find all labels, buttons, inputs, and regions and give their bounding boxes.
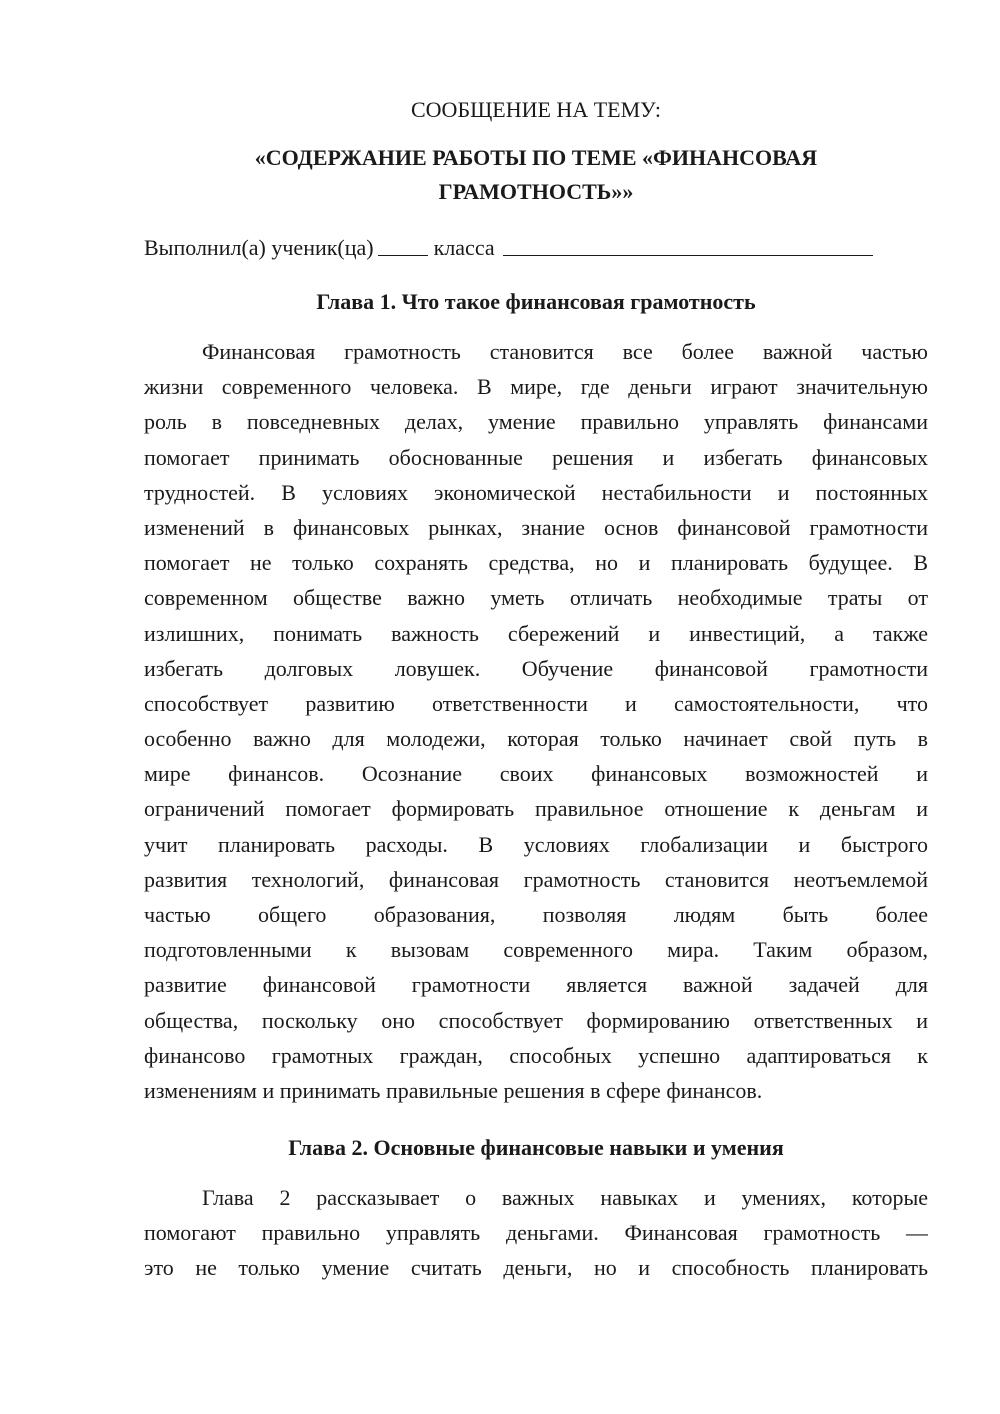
paragraph-line: изменениям и принимать правильные решения в сфере финансов. <box>144 1077 763 1103</box>
class-number-blank <box>378 233 428 256</box>
paragraph-line: развития технологий, финансовая грамотность становится неотъемлемой <box>144 866 928 892</box>
paragraph-line: развитие финансовой грамотности является важной задачей для <box>144 972 928 998</box>
paragraph-line: мире финансов. Осознание своих финансовых возможностей и <box>144 761 928 787</box>
paragraph-line: финансово грамотных граждан, способных успешно адаптироваться к <box>144 1042 928 1068</box>
document-title-line-1: «СОДЕРЖАНИЕ РАБОТЫ ПО ТЕМЕ «ФИНАНСОВАЯ <box>254 145 818 170</box>
paragraph-line: частью общего образования, позволяя людям быть более <box>144 902 928 927</box>
paragraph-line: ограничений помогает формировать правильное отношение к деньгам и <box>144 796 928 822</box>
chapter-1-heading: Глава 1. Что такое финансовая грамотность <box>316 289 756 314</box>
document-title-line-2: ГРАМОТНОСТЬ»» <box>438 179 634 204</box>
paragraph-line: учит планировать расходы. В условиях глобализации и быстрого <box>144 831 928 857</box>
chapter-2-paragraph <box>144 1180 928 1286</box>
paragraph-line: подготовленными к вызовам современного мира. Таким образом, <box>144 937 928 963</box>
paragraph-line: способствует развитию ответственности и самостоятельности, что <box>144 690 928 716</box>
author-row <box>144 232 928 262</box>
paragraph-line: трудностей. В условиях экономической нестабильности и постоянных <box>144 479 928 505</box>
paragraph-line: особенно важно для молодежи, которая только начинает свой путь в <box>144 726 928 752</box>
paragraph-line: излишних, понимать важность сбережений и инвестиций, а также <box>144 620 928 646</box>
paragraph-line: изменений в финансовых рынках, знание основ финансовой грамотности <box>144 514 928 540</box>
class-label: класса <box>433 235 495 260</box>
paragraph-line: избегать долговых ловушек. Обучение финансовой грамотности <box>144 655 928 681</box>
paragraph-line: Финансовая грамотность становится все более важной частью <box>202 339 928 364</box>
chapter-2-heading: Глава 2. Основные финансовые навыки и умения <box>288 1135 784 1160</box>
paragraph-line: это не только умение считать деньги, но и способность планировать <box>144 1255 928 1281</box>
paragraph-line: общества, поскольку оно способствует формированию ответственных и <box>144 1007 928 1033</box>
paragraph-line: роль в повседневных делах, умение правильно управлять финансами <box>144 409 928 435</box>
paragraph-line: жизни современного человека. В мире, где деньги играют значительную <box>144 374 928 400</box>
paragraph-line: Глава 2 рассказывает о важных навыках и умениях, которые <box>202 1185 928 1210</box>
paragraph-line: современном обществе важно уметь отличать необходимые траты от <box>144 585 928 611</box>
paragraph-line: помогает не только сохранять средства, но и планировать будущее. В <box>144 550 928 576</box>
student-name-blank <box>503 233 873 256</box>
chapter-1-paragraph <box>144 334 928 1108</box>
paragraph-line: помогает принимать обоснованные решения и избегать финансовых <box>144 444 928 470</box>
document-type-line: СООБЩЕНИЕ НА ТЕМУ: <box>411 97 661 122</box>
student-label: Выполнил(а) ученик(ца) <box>144 235 374 260</box>
paragraph-line: помогают правильно управлять деньгами. Финансовая грамотность — <box>144 1220 928 1246</box>
